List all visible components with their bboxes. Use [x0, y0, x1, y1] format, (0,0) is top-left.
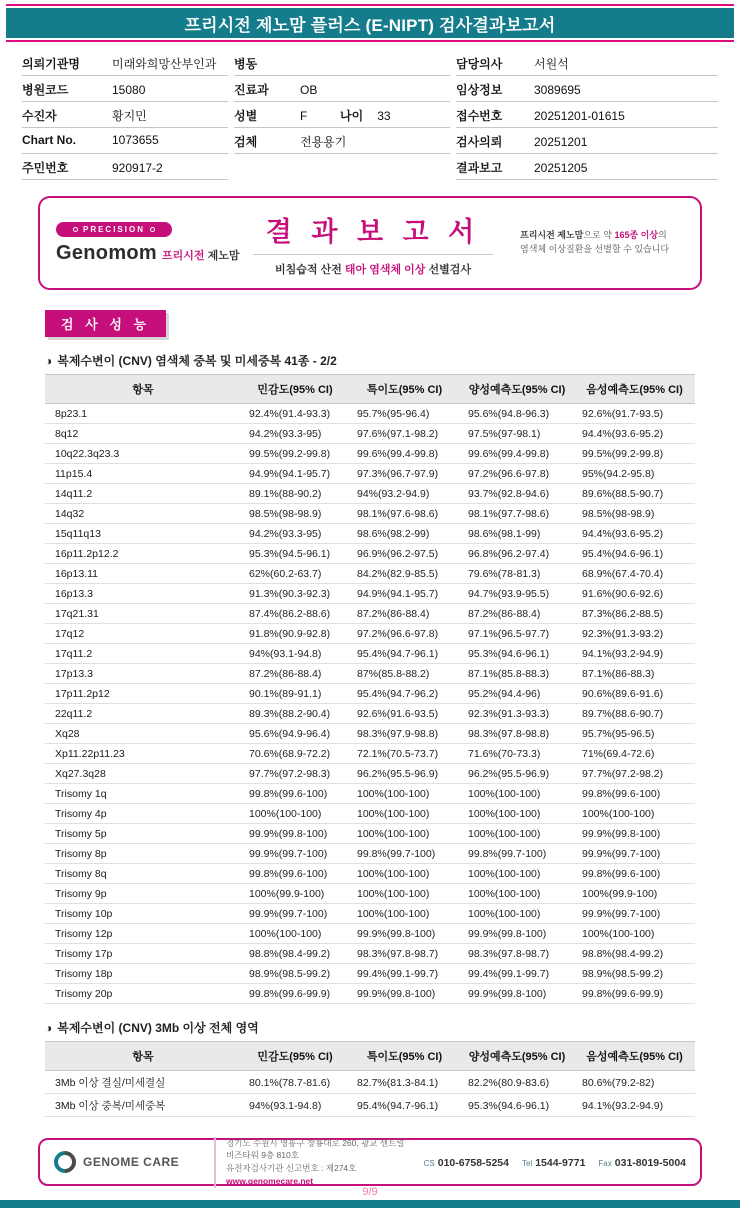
value-cell: 71%(69.4-72.6)	[574, 744, 695, 764]
item-cell: Xp11.22p11.23	[45, 744, 241, 764]
badge-dot-icon	[73, 227, 78, 232]
contact-cs: CS 010-6758-5254	[423, 1157, 509, 1169]
value-cell: 87.2%(86-88.4)	[349, 604, 460, 624]
cnv-duplication-performance-table	[45, 374, 695, 1004]
value-cell: 100%(100-100)	[460, 824, 574, 844]
table-row	[45, 604, 695, 624]
value-cell: 99.9%(99.7-100)	[241, 844, 349, 864]
item-cell: 8q12	[45, 424, 241, 444]
value-cell: 99.4%(99.1-99.7)	[460, 964, 574, 984]
badge-dot-icon	[150, 227, 155, 232]
value-cell: 89.6%(88.5-90.7)	[574, 484, 695, 504]
value-cell: 96.2%(95.5-96.9)	[460, 764, 574, 784]
value-cell: 80.6%(79.2-82)	[574, 1071, 695, 1094]
value-cell: 97.7%(97.2-98.3)	[241, 764, 349, 784]
footer-box	[38, 1138, 702, 1186]
title-bar	[6, 8, 734, 38]
value-cell: 94%(93.1-94.8)	[241, 644, 349, 664]
table-header-row	[45, 375, 695, 404]
contact-tel: Tel 1544-9771	[521, 1157, 586, 1169]
field-value: 33	[377, 109, 391, 123]
value-cell: 72.1%(70.5-73.7)	[349, 744, 460, 764]
item-cell: Trisomy 8p	[45, 844, 241, 864]
item-cell: Trisomy 10p	[45, 904, 241, 924]
value-cell: 80.1%(78.7-81.6)	[241, 1071, 349, 1094]
item-cell: Trisomy 4p	[45, 804, 241, 824]
column-header-sensitivity: 민감도(95% CI)	[241, 1042, 349, 1071]
item-cell: 16p11.2p12.2	[45, 544, 241, 564]
value-cell: 100%(100-100)	[349, 904, 460, 924]
value-cell: 89.7%(88.6-90.7)	[574, 704, 695, 724]
item-cell: Trisomy 5p	[45, 824, 241, 844]
column-header-ppv: 양성예측도(95% CI)	[460, 1042, 574, 1071]
value-cell: 95.3%(94.6-96.1)	[460, 644, 574, 664]
field-value: 미래와희망산부인과	[112, 57, 217, 71]
item-cell: 17p11.2p12	[45, 684, 241, 704]
value-cell: 68.9%(67.4-70.4)	[574, 564, 695, 584]
table-row	[45, 564, 695, 584]
result-banner-box	[38, 196, 702, 290]
value-cell: 99.9%(99.8-100)	[460, 984, 574, 1004]
table-row	[45, 504, 695, 524]
value-cell: 99.9%(99.8-100)	[574, 824, 695, 844]
value-cell: 99.9%(99.8-100)	[241, 824, 349, 844]
value-cell: 92.6%(91.7-93.5)	[574, 404, 695, 424]
table-header-row	[45, 1042, 695, 1071]
item-cell: Xq27.3q28	[45, 764, 241, 784]
value-cell: 97.1%(96.5-97.7)	[460, 624, 574, 644]
item-cell: Trisomy 1q	[45, 784, 241, 804]
value-cell: 95.7%(95-96.5)	[574, 724, 695, 744]
item-cell: 14q32	[45, 504, 241, 524]
genomecare-ring-icon	[49, 1146, 80, 1177]
value-cell: 91.3%(90.3-92.3)	[241, 584, 349, 604]
value-cell: 95.3%(94.6-96.1)	[460, 1094, 574, 1117]
field-label: 나이	[340, 109, 364, 123]
value-cell: 95.6%(94.8-96.3)	[460, 404, 574, 424]
value-cell: 99.6%(99.4-99.8)	[460, 444, 574, 464]
table-row	[45, 884, 695, 904]
table-row	[45, 824, 695, 844]
field-value: 전용용기	[300, 135, 347, 149]
value-cell: 95.4%(94.6-96.1)	[574, 544, 695, 564]
value-cell: 100%(100-100)	[574, 924, 695, 944]
field-label: 병동	[234, 57, 258, 71]
value-cell: 97.2%(96.6-97.8)	[460, 464, 574, 484]
table-row	[45, 904, 695, 924]
item-cell: 3Mb 이상 중복/미세중복	[45, 1094, 241, 1117]
value-cell: 100%(100-100)	[574, 804, 695, 824]
item-cell: 17p13.3	[45, 664, 241, 684]
value-cell: 100%(100-100)	[460, 784, 574, 804]
table-row	[45, 744, 695, 764]
value-cell: 87.1%(86-88.3)	[574, 664, 695, 684]
table-row	[45, 1071, 695, 1094]
value-cell: 94%(93.1-94.8)	[241, 1094, 349, 1117]
item-cell: 11p15.4	[45, 464, 241, 484]
field-label: 담당의사	[456, 57, 503, 71]
item-cell: 17q11.2	[45, 644, 241, 664]
value-cell: 97.5%(97-98.1)	[460, 424, 574, 444]
value-cell: 100%(100-100)	[241, 924, 349, 944]
table-row	[45, 584, 695, 604]
table-row	[45, 664, 695, 684]
banner-note-line2: 염색체 이상질환을 선별할 수 있습니다	[520, 244, 670, 254]
field-value: 20251201-01615	[534, 109, 625, 123]
address-line1: 경기도 수원시 영통구 창룡대로 260, 광교 센트럴비즈타워 9층 810호	[226, 1137, 405, 1161]
value-cell: 94.4%(93.6-95.2)	[574, 424, 695, 444]
value-cell: 99.9%(99.7-100)	[574, 904, 695, 924]
item-cell: Trisomy 8q	[45, 864, 241, 884]
value-cell: 98.1%(97.6-98.6)	[349, 504, 460, 524]
column-header-item: 항목	[45, 1042, 241, 1071]
item-cell: 17q21.31	[45, 604, 241, 624]
item-cell: 22q11.2	[45, 704, 241, 724]
field-label: 접수번호	[456, 109, 503, 123]
value-cell: 100%(100-100)	[349, 824, 460, 844]
section-title-test-performance: 검 사 성 능	[45, 310, 166, 337]
table1-body	[45, 404, 695, 1004]
field-value: 920917-2	[112, 161, 163, 175]
value-cell: 92.3%(91.3-93.3)	[460, 704, 574, 724]
value-cell: 62%(60.2-63.7)	[241, 564, 349, 584]
value-cell: 96.9%(96.2-97.5)	[349, 544, 460, 564]
value-cell: 94.7%(93.9-95.5)	[460, 584, 574, 604]
column-header-specificity: 특이도(95% CI)	[349, 375, 460, 404]
table-row	[45, 524, 695, 544]
value-cell: 92.3%(91.3-93.2)	[574, 624, 695, 644]
table-row	[45, 464, 695, 484]
value-cell: 100%(100-100)	[460, 904, 574, 924]
value-cell: 98.3%(97.8-98.7)	[349, 944, 460, 964]
item-cell: Trisomy 17p	[45, 944, 241, 964]
table-row	[45, 684, 695, 704]
field-value: 20251201	[534, 135, 588, 149]
banner-note	[520, 229, 684, 257]
item-cell: 15q11q13	[45, 524, 241, 544]
value-cell: 99.9%(99.8-100)	[349, 924, 460, 944]
field-label: 수진자	[22, 109, 57, 123]
table-row	[45, 704, 695, 724]
value-cell: 99.8%(99.6-99.9)	[241, 984, 349, 1004]
field-label: 검체	[234, 135, 258, 149]
item-cell: Xq28	[45, 724, 241, 744]
value-cell: 99.9%(99.8-100)	[349, 984, 460, 1004]
value-cell: 98.3%(97.8-98.8)	[460, 724, 574, 744]
value-cell: 95%(94.2-95.8)	[574, 464, 695, 484]
value-cell: 99.8%(99.6-100)	[574, 784, 695, 804]
table2-caption	[45, 1019, 695, 1036]
brand-line	[56, 241, 240, 265]
value-cell: 97.2%(96.6-97.8)	[349, 624, 460, 644]
value-cell: 94%(93.2-94.9)	[349, 484, 460, 504]
value-cell: 87.1%(85.8-88.3)	[460, 664, 574, 684]
value-cell: 100%(100-100)	[241, 804, 349, 824]
table-row	[45, 844, 695, 864]
value-cell: 99.5%(99.2-99.8)	[241, 444, 349, 464]
value-cell: 99.8%(99.7-100)	[460, 844, 574, 864]
value-cell: 97.7%(97.2-98.2)	[574, 764, 695, 784]
value-cell: 94.2%(93.3-95)	[241, 424, 349, 444]
field-label: 주민번호	[22, 161, 69, 175]
column-header-specificity: 특이도(95% CI)	[349, 1042, 460, 1071]
value-cell: 89.3%(88.2-90.4)	[241, 704, 349, 724]
table-row	[45, 724, 695, 744]
value-cell: 100%(100-100)	[460, 884, 574, 904]
value-cell: 89.1%(88-90.2)	[241, 484, 349, 504]
field-value: 1073655	[112, 133, 159, 147]
item-cell: 14q11.2	[45, 484, 241, 504]
table-row	[45, 624, 695, 644]
table-row	[45, 864, 695, 884]
footer-address	[214, 1137, 412, 1188]
value-cell: 95.7%(95-96.4)	[349, 404, 460, 424]
address-line2: 유전자검사기관 신고번호 : 제274호	[226, 1163, 357, 1173]
value-cell: 98.9%(98.5-99.2)	[241, 964, 349, 984]
field-label: 검사의뢰	[456, 135, 503, 149]
brand-name-korean: 프리시전 제노맘	[162, 249, 240, 262]
bottom-teal-bar	[0, 1200, 740, 1208]
value-cell: 98.1%(97.7-98.6)	[460, 504, 574, 524]
value-cell: 94.9%(94.1-95.7)	[349, 584, 460, 604]
banner-title-block	[240, 210, 506, 277]
patient-info-section	[0, 42, 740, 180]
value-cell: 99.8%(99.6-100)	[574, 864, 695, 884]
brand-name: Genomom	[56, 241, 157, 264]
value-cell: 87.4%(86.2-88.6)	[241, 604, 349, 624]
value-cell: 95.4%(94.7-96.1)	[349, 644, 460, 664]
field-label: 성별	[234, 109, 258, 123]
info-row	[22, 50, 718, 76]
value-cell: 90.6%(89.6-91.6)	[574, 684, 695, 704]
value-cell: 99.9%(99.8-100)	[460, 924, 574, 944]
item-cell: 16p13.11	[45, 564, 241, 584]
table-row	[45, 444, 695, 464]
value-cell: 99.6%(99.4-99.8)	[349, 444, 460, 464]
footer-contacts	[424, 1153, 686, 1171]
item-cell: 8p23.1	[45, 404, 241, 424]
value-cell: 87%(85.8-88.2)	[349, 664, 460, 684]
value-cell: 98.9%(98.5-99.2)	[574, 964, 695, 984]
page-number: 9/9	[362, 1186, 378, 1198]
banner-title: 결 과 보 고 서	[265, 216, 481, 247]
genomecare-logo	[54, 1151, 202, 1173]
badge-label: PRECISION	[82, 224, 145, 234]
table-row	[45, 764, 695, 784]
genomecare-logo-text: GENOME CARE	[83, 1155, 180, 1169]
value-cell: 99.9%(99.7-100)	[574, 844, 695, 864]
genomom-logo	[56, 222, 240, 265]
website-url: www.genomecare.net	[226, 1175, 314, 1186]
table2-body	[45, 1071, 695, 1117]
column-header-ppv: 양성예측도(95% CI)	[460, 375, 574, 404]
value-cell: 97.3%(96.7-97.9)	[349, 464, 460, 484]
table-row	[45, 1094, 695, 1117]
table-row	[45, 484, 695, 504]
field-label: 병원코드	[22, 83, 69, 97]
value-cell: 84.2%(82.9-85.5)	[349, 564, 460, 584]
table1-caption-text: 복제수변이 (CNV) 염색체 중복 및 미세중복 41종 - 2/2	[57, 354, 337, 368]
value-cell: 99.8%(99.6-100)	[241, 784, 349, 804]
value-cell: 98.3%(97.8-98.7)	[460, 944, 574, 964]
info-row	[22, 128, 718, 154]
value-cell: 98.6%(98.2-99)	[349, 524, 460, 544]
value-cell: 94.1%(93.2-94.9)	[574, 644, 695, 664]
cnv-3mb-performance-table	[45, 1041, 695, 1117]
value-cell: 100%(100-100)	[349, 784, 460, 804]
info-row	[22, 154, 718, 180]
value-cell: 87.2%(86-88.4)	[241, 664, 349, 684]
item-cell: 3Mb 이상 결실/미세결실	[45, 1071, 241, 1094]
column-header-npv: 음성예측도(95% CI)	[574, 1042, 695, 1071]
item-cell: 16p13.3	[45, 584, 241, 604]
value-cell: 70.6%(68.9-72.2)	[241, 744, 349, 764]
value-cell: 95.4%(94.7-96.1)	[349, 1094, 460, 1117]
value-cell: 100%(99.9-100)	[241, 884, 349, 904]
table-row	[45, 944, 695, 964]
table-row	[45, 644, 695, 664]
item-cell: Trisomy 20p	[45, 984, 241, 1004]
value-cell: 100%(100-100)	[349, 864, 460, 884]
table1-caption	[45, 352, 695, 369]
field-value: 20251205	[534, 161, 588, 175]
value-cell: 99.8%(99.7-100)	[349, 844, 460, 864]
item-cell: Trisomy 9p	[45, 884, 241, 904]
item-cell: Trisomy 18p	[45, 964, 241, 984]
banner-subtitle: 비침습적 산전 태아 염색체 이상 선별검사	[275, 263, 471, 276]
banner-divider	[253, 254, 492, 255]
table-row	[45, 404, 695, 424]
table-row	[45, 804, 695, 824]
value-cell: 99.8%(99.6-99.9)	[574, 984, 695, 1004]
value-cell: 96.8%(96.2-97.4)	[460, 544, 574, 564]
value-cell: 79.6%(78-81.3)	[460, 564, 574, 584]
value-cell: 98.5%(98-98.9)	[241, 504, 349, 524]
field-label: 임상정보	[456, 83, 503, 97]
field-value: 3089695	[534, 83, 581, 97]
page-title: 프리시전 제노맘 플러스 (E-NIPT) 검사결과보고서	[184, 15, 556, 35]
value-cell: 82.7%(81.3-84.1)	[349, 1071, 460, 1094]
value-cell: 92.4%(91.4-93.3)	[241, 404, 349, 424]
value-cell: 92.6%(91.6-93.5)	[349, 704, 460, 724]
value-cell: 98.8%(98.4-99.2)	[574, 944, 695, 964]
value-cell: 90.1%(89-91.1)	[241, 684, 349, 704]
value-cell: 95.2%(94.4-96)	[460, 684, 574, 704]
table-row	[45, 964, 695, 984]
half-circle-icon: ◑	[45, 1020, 53, 1035]
field-value: 서원석	[534, 57, 569, 71]
table-row	[45, 924, 695, 944]
value-cell: 100%(99.9-100)	[574, 884, 695, 904]
value-cell: 87.3%(86.2-88.5)	[574, 604, 695, 624]
value-cell: 95.3%(94.5-96.1)	[241, 544, 349, 564]
field-label: 진료과	[234, 83, 269, 97]
table-row	[45, 784, 695, 804]
page-header	[0, 0, 740, 42]
value-cell: 98.8%(98.4-99.2)	[241, 944, 349, 964]
value-cell: 93.7%(92.8-94.6)	[460, 484, 574, 504]
field-value: 황지민	[112, 109, 147, 123]
field-value: 15080	[112, 83, 146, 97]
value-cell: 100%(100-100)	[460, 864, 574, 884]
value-cell: 96.2%(95.5-96.9)	[349, 764, 460, 784]
value-cell: 100%(100-100)	[349, 804, 460, 824]
value-cell: 94.2%(93.3-95)	[241, 524, 349, 544]
value-cell: 94.9%(94.1-95.7)	[241, 464, 349, 484]
value-cell: 99.8%(99.6-100)	[241, 864, 349, 884]
value-cell: 71.6%(70-73.3)	[460, 744, 574, 764]
value-cell: 95.4%(94.7-96.2)	[349, 684, 460, 704]
column-header-item: 항목	[45, 375, 241, 404]
field-label: 결과보고	[456, 161, 503, 175]
value-cell: 87.2%(86-88.4)	[460, 604, 574, 624]
banner-note-line1: 프리시전 제노맘으로 약 165종 이상의	[520, 230, 667, 241]
top-magenta-rule	[6, 4, 734, 6]
value-cell: 99.4%(99.1-99.7)	[349, 964, 460, 984]
value-cell: 98.3%(97.9-98.8)	[349, 724, 460, 744]
value-cell: 82.2%(80.9-83.6)	[460, 1071, 574, 1094]
column-header-sensitivity: 민감도(95% CI)	[241, 375, 349, 404]
contact-fax: Fax 031-8019-5004	[598, 1157, 686, 1169]
value-cell: 94.4%(93.6-95.2)	[574, 524, 695, 544]
value-cell: 99.9%(99.7-100)	[241, 904, 349, 924]
value-cell: 98.6%(98.1-99)	[460, 524, 574, 544]
value-cell: 95.6%(94.9-96.4)	[241, 724, 349, 744]
precision-badge	[56, 222, 172, 237]
value-cell: 99.5%(99.2-99.8)	[574, 444, 695, 464]
table2-caption-text: 복제수변이 (CNV) 3Mb 이상 전체 영역	[57, 1021, 259, 1035]
field-label: 의뢰기관명	[22, 57, 80, 71]
field-label: Chart No.	[22, 133, 76, 147]
info-row	[22, 102, 718, 128]
value-cell: 94.1%(93.2-94.9)	[574, 1094, 695, 1117]
item-cell: 17q12	[45, 624, 241, 644]
table-row	[45, 424, 695, 444]
value-cell: 98.5%(98-98.9)	[574, 504, 695, 524]
field-value: OB	[300, 83, 318, 97]
table-row	[45, 544, 695, 564]
field-value: F	[300, 109, 308, 123]
value-cell: 100%(100-100)	[349, 884, 460, 904]
half-circle-icon: ◑	[45, 353, 53, 368]
value-cell: 91.8%(90.9-92.8)	[241, 624, 349, 644]
item-cell: Trisomy 12p	[45, 924, 241, 944]
item-cell: 10q22.3q23.3	[45, 444, 241, 464]
table-row	[45, 984, 695, 1004]
value-cell: 100%(100-100)	[460, 804, 574, 824]
column-header-npv: 음성예측도(95% CI)	[574, 375, 695, 404]
value-cell: 91.6%(90.6-92.6)	[574, 584, 695, 604]
info-row	[22, 76, 718, 102]
value-cell: 97.6%(97.1-98.2)	[349, 424, 460, 444]
